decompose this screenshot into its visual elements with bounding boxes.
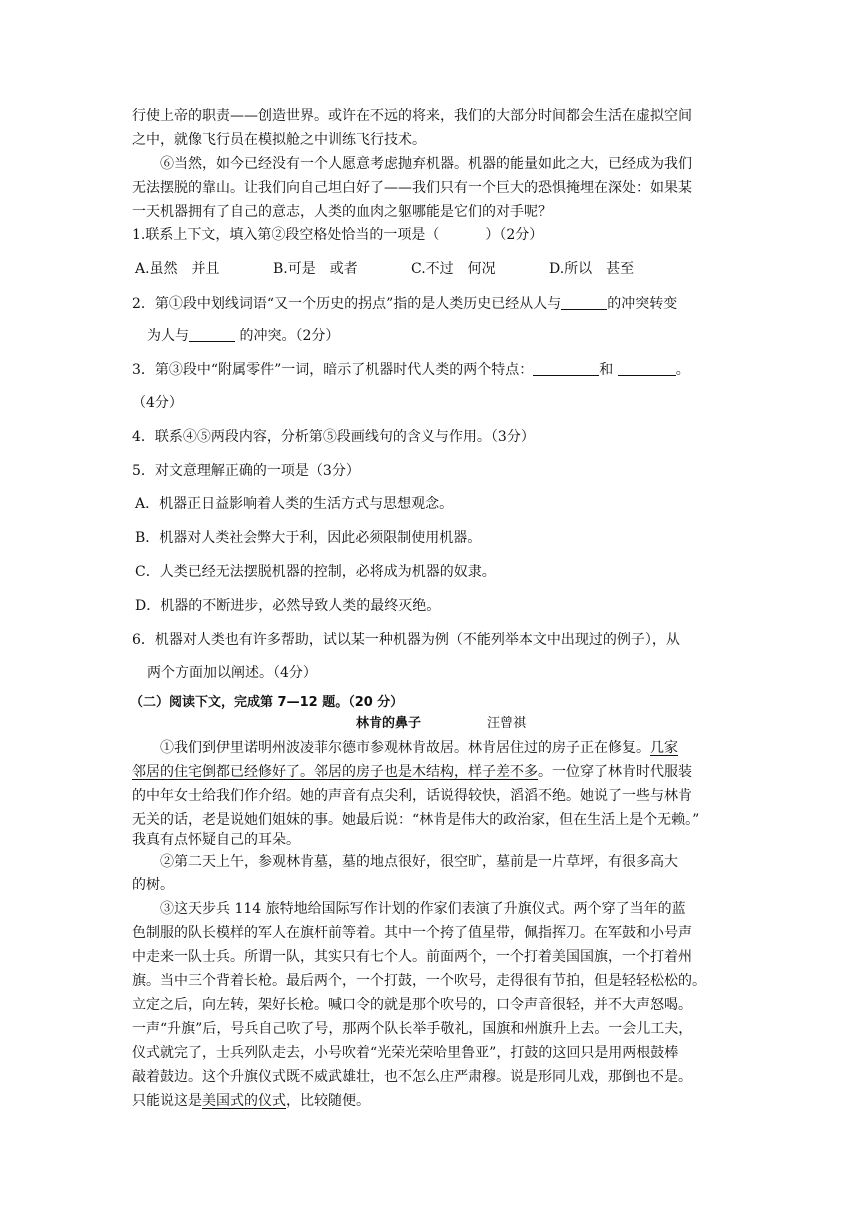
question-3-text: 3．第③段中“附属零件”一词，暗示了机器时代人类的两个特点： xyxy=(132,362,534,378)
passage-line xyxy=(132,1091,370,1111)
para6-line: 一天机器拥有了自己的意志，人类的血肉之躯哪能是它们的对手呢？ xyxy=(132,204,552,220)
question-1-stem-text: 1.联系上下文，填入第②段空格处恰当的一项是（ xyxy=(132,227,440,243)
section-heading: （二）阅读下文，完成第 7—12 题。（20 分） xyxy=(130,695,404,710)
passage-line xyxy=(160,738,678,758)
question-3-line xyxy=(132,360,690,380)
passage-line: 一声“升旗”后，号兵自己吹了号，那两个队长举手敬礼，国旗和州旗升上去。一会儿工夫， xyxy=(132,1021,693,1037)
question-2-line xyxy=(132,294,677,314)
question-5-stem: 5．对文意理解正确的一项是（3分） xyxy=(132,463,360,479)
question-2-line xyxy=(147,326,339,346)
passage-line: 色制服的队长模样的军人在旗杆前等着。其中一个挎了值星带，佩指挥刀。在军鼓和小号声 xyxy=(132,925,692,941)
question-1-options xyxy=(135,259,634,279)
passage-line: 无关的话，老是说她们姐妹的事。她最后说：“林肯是伟大的政治家，但在生活上是个无赖。” xyxy=(132,812,700,828)
para6-line: 无法摆脱的靠山。让我们向自己坦白好了——我们只有一个巨大的恐惧掩埋在深处：如果某 xyxy=(132,180,692,196)
question-3-text: 。 xyxy=(675,362,690,378)
passage-text: 只能说这是 xyxy=(132,1093,202,1109)
question-2-text: 的冲突。（2分） xyxy=(235,328,340,344)
passage-author: 汪曾祺 xyxy=(487,716,527,731)
intro-line: 行使上帝的职责——创造世界。或许在不远的将来，我们的大部分时间都会生活在虚拟空间 xyxy=(132,108,692,124)
answer-blank[interactable] xyxy=(533,361,599,376)
question-1-score: ）（2分） xyxy=(485,227,544,243)
passage-line: 敲着鼓边。这个升旗仪式既不威武雄壮，也不怎么庄严肃穆。说是形同儿戏，那倒也不是。 xyxy=(132,1069,692,1085)
question-5-option-a[interactable]: A．机器正日益影响着人类的生活方式与思想观念。 xyxy=(135,496,454,512)
question-1-stem xyxy=(132,225,543,245)
question-2-text: 2．第①段中划线词语“又一个历史的拐点”指的是人类历史已经从人与 xyxy=(132,296,562,312)
passage-line: ③这天步兵 114 旅特地给国际写作计划的作家们表演了升旗仪式。两个穿了当年的蓝 xyxy=(160,901,686,917)
underlined-sentence: 几家 xyxy=(650,740,678,756)
option-a[interactable]: A.虽然 并且 xyxy=(135,261,220,277)
passage-text: ，比较随便。 xyxy=(286,1093,370,1109)
intro-line: 之中，就像飞行员在模拟舱之中训练飞行技术。 xyxy=(132,132,426,148)
answer-blank[interactable] xyxy=(561,295,607,310)
option-c[interactable]: C.不过 何况 xyxy=(411,261,496,277)
passage-line: ②第二天上午，参观林肯墓，墓的地点很好，很空旷，墓前是一片草坪，有很多高大 xyxy=(160,854,678,870)
passage-line: 的树。 xyxy=(132,877,174,893)
answer-blank[interactable] xyxy=(189,327,235,342)
passage-line: 仪式就完了，士兵列队走去，小号吹着“光荣光荣哈里鲁亚”，打鼓的这回只是用两根鼓棒 xyxy=(132,1045,679,1061)
passage-text: ①我们到伊里诺明州波凌菲尔德市参观林肯故居。林肯居住过的房子正在修复。 xyxy=(160,740,650,756)
passage-text: 。一位穿了林肯时代服装 xyxy=(538,764,692,780)
question-3-score: （4分） xyxy=(132,395,183,411)
option-b[interactable]: B.可是 或者 xyxy=(273,261,358,277)
question-6-line: 6．机器对人类也有许多帮助，试以某一种机器为例（不能列举本文中出现过的例子），从 xyxy=(132,632,680,648)
question-5-option-c[interactable]: C．人类已经无法摆脱机器的控制，必将成为机器的奴隶。 xyxy=(135,564,496,580)
passage-line: 我真有点怀疑自己的耳朵。 xyxy=(132,832,300,848)
passage-line: 中走来一队士兵。所谓一队，其实只有七个人。前面两个，一个打着美国国旗，一个打着州 xyxy=(132,949,692,965)
question-5-option-b[interactable]: B．机器对人类社会弊大于利，因此必须限制使用机器。 xyxy=(135,530,482,546)
passage-line: 旗。当中三个背着长枪。最后两个，一个打鼓，一个吹号，走得很有节拍，但是轻轻松松的。 xyxy=(132,973,706,989)
answer-blank[interactable] xyxy=(618,361,676,376)
question-6-line: 两个方面加以阐述。（4分） xyxy=(147,665,317,681)
question-5-option-d[interactable]: D．机器的不断进步，必然导致人类的最终灭绝。 xyxy=(135,598,441,614)
question-3-text: 和 xyxy=(599,362,618,378)
question-4: 4．联系④⑤两段内容，分析第⑤段画线句的含义与作用。（3分） xyxy=(132,429,535,445)
question-2-text: 为人与 xyxy=(147,328,189,344)
para6-line: ⑥当然，如今已经没有一个人愿意考虑抛弃机器。机器的能量如此之大，已经成为我们 xyxy=(160,156,692,172)
passage-line: 立定之后，向左转，架好长枪。喊口令的就是那个吹号的，口令声音很轻，并不大声怒喝。 xyxy=(132,997,692,1013)
option-d[interactable]: D.所以 甚至 xyxy=(549,261,635,277)
passage-line: 的中年女士给我们作介绍。她的声音有点尖利，话说得较快，滔滔不绝。她说了一些与林肯 xyxy=(132,788,692,804)
underlined-phrase: 美国式的仪式 xyxy=(202,1093,286,1109)
passage-line xyxy=(132,762,692,782)
underlined-sentence: 邻居的住宅倒都已经修好了。邻居的房子也是木结构，样子差不多 xyxy=(132,764,538,780)
passage-title: 林肯的鼻子 xyxy=(356,716,422,731)
question-2-text: 的冲突转变 xyxy=(607,296,678,312)
